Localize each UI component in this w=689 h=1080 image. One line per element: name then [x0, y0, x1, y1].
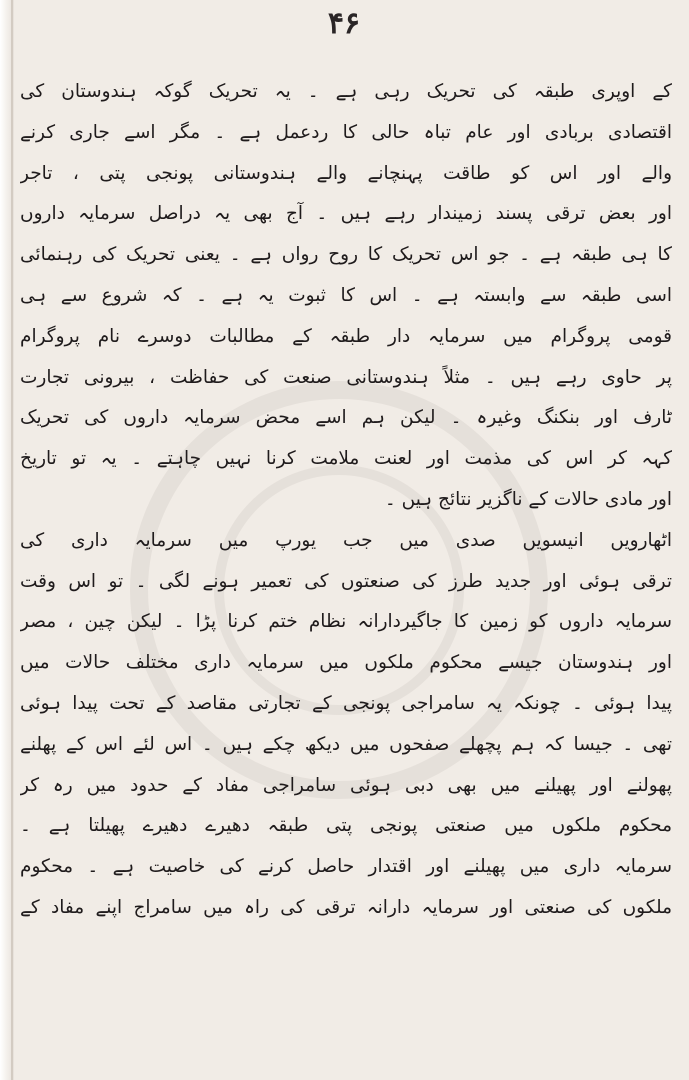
- book-page: [14, 0, 689, 1080]
- text-line: اور مادی حالات کے ناگزیر نتائج ہیں ۔: [384, 488, 672, 510]
- text-line: والے اور اس کو طاقت پہنچانے والے ہندوستانی پونجی پتی ، تاجر: [20, 162, 672, 184]
- text-line: اور ہندوستان جیسے محکوم ملکوں میں سرمایہ داری مختلف حالات میں: [20, 652, 672, 674]
- text-line: کے اوپری طبقہ کی تحریک رہی ہے ۔ یہ تحریک گوکہ ہندوستان کی: [20, 81, 672, 102]
- text-line: سرمایہ داری میں پھیلنے اور اقتدار حاصل کرنے کی خاصیت ہے ۔ محکوم: [20, 856, 672, 878]
- text-line: تھی ۔ جیسا کہ ہم پچھلے صفحوں میں دیکھ چکے ہیں ۔ اس لئے اس کے پھلنے: [20, 733, 672, 755]
- text-line: اسی طبقہ سے وابستہ ہے ۔ اس کا ثبوت یہ ہے ۔ کہ شروع سے ہی: [20, 284, 672, 306]
- text-line: اقتصادی بربادی اور عام تباہ حالی کا ردعمل ہے ۔ مگر اسے جاری کرنے: [20, 121, 672, 143]
- text-line: پھولنے اور پھیلنے میں بھی دبی ہوئی سامراجی مفاد کے حدود میں رہ کر: [20, 774, 672, 796]
- page-body-text: [20, 72, 672, 929]
- text-line: کا ہی طبقہ ہے ۔ جو اس تحریک کا روح رواں ہے ۔ یعنی تحریک کی رہنمائی: [20, 244, 672, 266]
- paragraph-1: [20, 72, 672, 521]
- text-line: محکوم ملکوں میں صنعتی پونجی پتی طبقہ دھیرے دھیرے پھیلتا ہے ۔: [20, 815, 672, 837]
- text-line: اٹھارویں انیسویں صدی میں جب یورپ میں سرمایہ داری کی: [20, 529, 672, 551]
- text-line: اور بعض ترقی پسند زمیندار رہے ہیں ۔ آج بھی یہ دراصل سرمایہ داروں: [20, 203, 672, 225]
- text-line: ترقی ہوئی اور جدید طرز کی صنعتوں کی تعمیر ہونے لگی ۔ تو اس وقت: [20, 570, 672, 592]
- text-line: کہہ کر اس کی مذمت اور لعنت ملامت کرنا نہیں چاہتے ۔ یہ تو تاریخ: [20, 448, 672, 470]
- text-line: ٹارف اور بنکنگ وغیرہ ۔ لیکن ہم اسے محض سرمایہ داروں کی تحریک: [20, 407, 672, 429]
- text-line: پیدا ہوئی ۔ چونکہ یہ سامراجی پونجی کے تجارتی مقاصد کے تحت پیدا ہوئی: [20, 692, 672, 714]
- page-number: ۴۶: [327, 6, 361, 41]
- binding-line: [11, 0, 13, 1080]
- text-line: ملکوں کی صنعتی اور سرمایہ دارانہ ترقی کی راہ میں سامراج اپنے مفاد کے: [20, 896, 672, 918]
- text-line: پر حاوی رہے ہیں ۔ مثلاً ہندوستانی صنعت کی حفاظت ، بیرونی تجارت: [20, 366, 672, 388]
- paragraph-2: [20, 521, 672, 929]
- text-line: سرمایہ داروں کو زمین کا جاگیردارانہ نظام ختم کرنا پڑا ۔ لیکن چین ، مصر: [20, 611, 672, 633]
- text-line: قومی پروگرام میں سرمایہ دار طبقہ کے مطالبات دوسرے نام پروگرام: [20, 325, 672, 347]
